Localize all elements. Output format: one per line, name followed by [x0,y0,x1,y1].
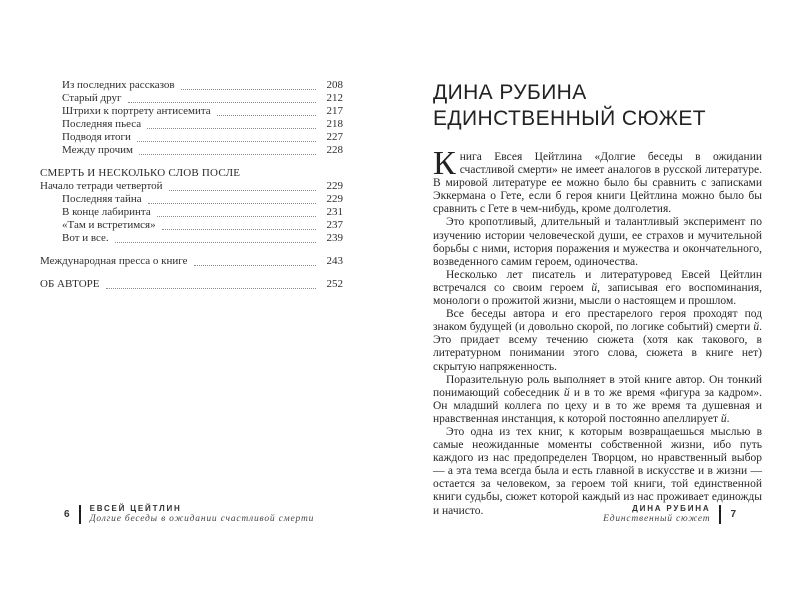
toc-page-number: 229 [326,180,343,192]
footer-divider [719,505,721,524]
toc-page-number: 231 [326,206,343,218]
dotted-leader [194,265,316,266]
toc-item [40,232,343,245]
toc-item-label: Начало тетради четвертой [40,180,163,192]
dotted-leader [115,242,316,243]
page-number: 7 [730,508,736,520]
running-head [90,504,315,524]
dotted-leader [139,154,316,155]
right-page-footer [603,504,736,524]
toc-item [40,255,343,268]
toc-section-header: СМЕРТЬ И НЕСКОЛЬКО СЛОВ ПОСЛЕ [40,167,241,179]
body-text [433,145,762,518]
toc-item-label: В конце лабиринта [62,206,151,218]
toc-item-label: Последняя тайна [62,193,142,205]
body-paragraph: Несколько лет писатель и литературовед Евсей Цейтлин встречался со своим героем й, записывая его воспоминания, монологи о прожитой жизни, мысли о настоящем и прошлом. [433,268,762,308]
toc-page-number: 227 [326,131,343,143]
toc-page-number: 239 [326,232,343,244]
body-paragraph: Это кропотливый, длительный и талантливый эксперимент по изучению истории человеческой души, ее страхов и мучительной борьбы с ними, история поражения и мужества и окончательного, возведенного самим героем, одиночества. [433,216,762,268]
toc-page-number: 217 [326,105,343,117]
toc-item [40,278,343,291]
toc-item [40,105,343,118]
body-paragraph: Все беседы автора и его престарелого героя проходят под знаком будущей (и довольно скорой, по логике событий) смерти й. Это придает всему течению сюжета (хотя как такового, в литературном понимании этого слова, сюжета в книге нет) скрытую напряженность. [433,308,762,373]
chapter-heading-title: ЕДИНСТВЕННЫЙ СЮЖЕТ [433,107,706,130]
toc-item-label: Вот и все. [62,232,109,244]
running-head-author: ДИНА РУБИНА [632,504,711,513]
dotted-leader [217,115,316,116]
running-head-author: ЕВСЕЙ ЦЕЙТЛИН [89,504,182,513]
toc-page-number: 252 [326,278,343,290]
body-paragraph: Это одна из тех книг, к которым возвращаешься мыслью в самые неожиданные моменты собственной жизни, ибо путь каждого из нас предопределен Творцом, но нравственный выбор — а эта тема всегда была и есть главной в искусстве и в жизни — остается за человеком, за героем той книги, той единственной книги судьбы, сюжет которой каждый из нас проживает единожды и начисто. [433,425,762,517]
toc-page-number: 229 [326,193,343,205]
running-head-book-title: Единственный сюжет [603,514,711,524]
toc-page-number: 237 [326,219,343,231]
chapter-heading-author: ДИНА РУБИНА [433,81,587,104]
toc-item [40,79,343,92]
toc-page-number: 228 [326,144,343,156]
body-paragraph: Поразительную роль выполняет в этой книге автор. Он тонкий понимающий собеседник й и в то же время «фигура за кадром». Он младший коллега по цеху и в то же время та душевная и нравственная инстанция, к которой постоянно апеллирует й. [433,373,762,425]
toc-item-label: Международная пресса о книге [40,255,188,267]
toc-item-label: Штрихи к портрету антисемита [62,105,211,117]
running-head-book-title: Долгие беседы в ожидании счастливой смерти [89,514,315,524]
dotted-leader [181,89,316,90]
toc-item-label: Последняя пьеса [62,118,142,130]
toc-item-label: ОБ АВТОРЕ [40,278,100,290]
toc-page-number: 243 [326,255,343,267]
dotted-leader [137,141,316,142]
toc-item [40,92,343,105]
drop-cap: К [433,145,456,182]
toc-item-label: Старый друг [62,92,122,104]
toc-item [40,118,343,131]
page-number: 6 [64,508,70,520]
dotted-leader [148,203,316,204]
toc-item [40,206,343,219]
dotted-leader [157,216,316,217]
dotted-leader [147,128,316,129]
toc-item [40,144,343,157]
footer-divider [79,505,81,524]
dotted-leader [169,190,316,191]
left-page-footer [64,504,314,524]
dotted-leader [106,288,316,289]
toc-item-label: Из последних рассказов [62,79,175,91]
dotted-leader [128,102,316,103]
dotted-leader [162,229,316,230]
toc-item-label: Между прочим [62,144,133,156]
toc-page-number: 218 [326,118,343,130]
table-of-contents [40,79,343,291]
toc-item [40,193,343,206]
chapter-heading [433,80,706,132]
toc-item [40,131,343,144]
running-head [603,504,710,524]
toc-item-label: «Там и встретимся» [62,219,156,231]
toc-page-number: 212 [326,92,343,104]
body-paragraph [433,145,762,216]
toc-page-number: 208 [326,79,343,91]
toc-item [40,219,343,232]
paragraph-text: нига Евсея Цейтлина «Долгие беседы в ожидании счастливой смерти» не имеет аналогов в русской литературе. В мировой литературе ее можно было бы сравнить с записками Эккермана о Гете, если б героя книги Цейтлина можно было бы сравнить с Гете в чем-нибудь, кроме долголетия. [433,151,762,216]
toc-item [40,180,343,193]
toc-item-label: Подводя итоги [62,131,131,143]
